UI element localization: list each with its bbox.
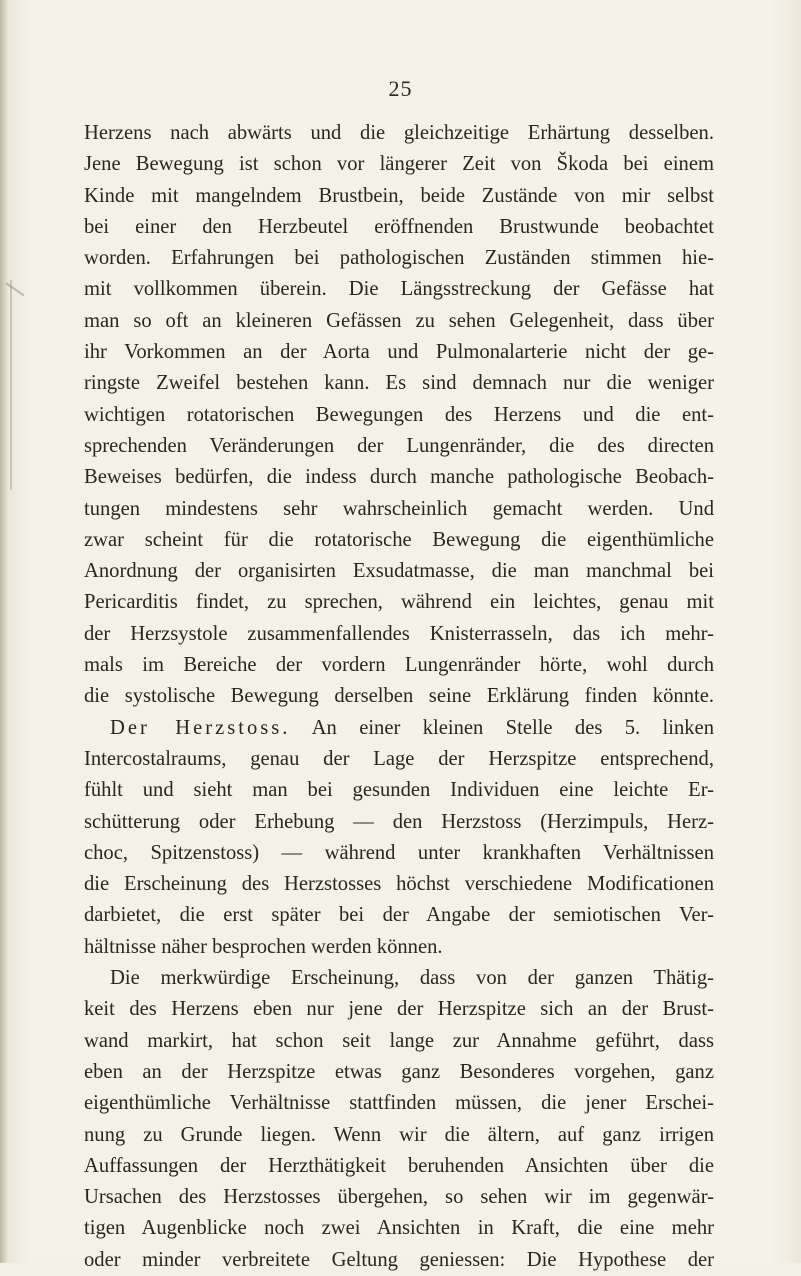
- line-text: fühlt und sieht man bei gesunden Individuen eine leichte Er-: [84, 779, 714, 802]
- line-text: wichtigen rotatorischen Bewegungen des Herzens und die ent-: [84, 403, 714, 426]
- section-heading: Der Herzstoss.: [110, 716, 291, 739]
- line-text: eben an der Herzspitze etwas ganz Besonderes vorgehen, ganz: [84, 1060, 714, 1083]
- text-line: [84, 1213, 714, 1244]
- text-line: [84, 900, 714, 931]
- line-text: oder minder verbreitete Geltung geniessen: Die Hypothese der: [84, 1248, 714, 1271]
- line-text: sprechenden Veränderungen der Lungenränder, die des directen: [84, 434, 714, 457]
- line-text: der Herzsystole zusammenfallendes Knisterrasseln, das ich mehr-: [84, 622, 714, 645]
- text-line: [84, 368, 714, 399]
- text-line: [84, 212, 714, 243]
- line-text: die systolische Bewegung derselben seine Erklärung finden könnte.: [84, 685, 714, 708]
- text-line: [84, 807, 714, 838]
- line-text: ringste Zweifel bestehen kann. Es sind demnach nur die weniger: [84, 372, 714, 395]
- text-line: [84, 587, 714, 618]
- line-text: darbietet, die erst später bei der Angabe der semiotischen Ver-: [84, 904, 714, 927]
- line-text: Intercostalraums, genau der Lage der Herzspitze entsprechend,: [84, 747, 714, 770]
- text-line: [84, 149, 714, 180]
- text-line: [84, 1245, 714, 1276]
- line-text: Herzens nach abwärts und die gleichzeitige Erhärtung desselben.: [84, 122, 714, 144]
- text-line: [84, 494, 714, 525]
- text-line: [84, 963, 714, 994]
- line-text: Ursachen des Herzstosses übergehen, so sehen wir im gegenwär-: [84, 1186, 714, 1209]
- line-text: nung zu Grunde liegen. Wenn wir die ältern, auf ganz irrigen: [84, 1123, 714, 1146]
- text-line: [84, 243, 714, 274]
- line-text: Auffassungen der Herzthätigkeit beruhenden Ansichten über die: [84, 1154, 714, 1177]
- line-text: choc, Spitzenstoss) — während unter krankhaften Verhältnissen: [84, 841, 714, 864]
- text-line: [84, 181, 714, 212]
- line-text: Kinde mit mangelndem Brustbein, beide Zustände von mir selbst: [84, 184, 714, 207]
- text-line: [84, 619, 714, 650]
- text-line: [84, 1182, 714, 1213]
- line-text: worden. Erfahrungen bei pathologischen Zuständen stimmen hie-: [84, 247, 714, 270]
- line-text: ihr Vorkommen an der Aorta und Pulmonalarterie nicht der ge-: [84, 341, 714, 364]
- text-line: [84, 400, 714, 431]
- text-line: [84, 1151, 714, 1182]
- text-line: [84, 994, 714, 1025]
- line-text: Pericarditis findet, zu sprechen, während ein leichtes, genau mit: [84, 591, 714, 614]
- text-line: [84, 650, 714, 681]
- text-line: [84, 932, 714, 963]
- text-line: [84, 431, 714, 462]
- text-line: [84, 274, 714, 305]
- margin-mark: [10, 280, 12, 490]
- line-text: keit des Herzens eben nur jene der Herzspitze sich an der Brust-: [84, 998, 714, 1021]
- text-line: [84, 1057, 714, 1088]
- page-number: 25: [388, 76, 413, 101]
- line-text: An einer kleinen Stelle des 5. linken: [290, 716, 714, 739]
- line-text: hältnisse näher besprochen werden können.: [84, 935, 443, 958]
- line-text: tungen mindestens sehr wahrscheinlich gemacht werden. Und: [84, 497, 714, 520]
- text-line: [84, 525, 714, 556]
- section-heading-line: [84, 713, 714, 744]
- line-text: zwar scheint für die rotatorische Bewegung die eigenthümliche: [84, 528, 714, 551]
- spine-shadow: [0, 0, 8, 1263]
- text-line: [84, 838, 714, 869]
- text-line: [84, 556, 714, 587]
- text-line: [84, 775, 714, 806]
- text-line: [84, 462, 714, 493]
- text-line: [84, 681, 714, 712]
- text-line: [84, 744, 714, 775]
- line-text: Die merkwürdige Erscheinung, dass von der ganzen Thätig-: [110, 967, 714, 990]
- line-text: tigen Augenblicke noch zwei Ansichten in Kraft, die eine mehr: [84, 1217, 714, 1240]
- text-line: [84, 337, 714, 368]
- line-text: man so oft an kleineren Gefässen zu sehen Gelegenheit, dass über: [84, 309, 714, 332]
- line-text: bei einer den Herzbeutel eröffnenden Brustwunde beobachtet: [84, 215, 714, 238]
- line-text: schütterung oder Erhebung — den Herzstoss (Herzimpuls, Herz-: [84, 810, 714, 833]
- text-line: [84, 306, 714, 337]
- text-line: [84, 1026, 714, 1057]
- line-text: Jene Bewegung ist schon vor längerer Zeit von Škoda bei einem: [84, 153, 714, 176]
- text-line: [84, 1120, 714, 1151]
- line-text: Anordnung der organisirten Exsudatmasse, die man manchmal bei: [84, 560, 714, 583]
- text-line: [84, 118, 714, 149]
- margin-tick: [5, 282, 24, 296]
- line-text: wand markirt, hat schon seit lange zur Annahme geführt, dass: [84, 1029, 714, 1052]
- line-text: mit vollkommen überein. Die Längsstreckung der Gefässe hat: [84, 278, 714, 301]
- line-text: Beweises bedürfen, die indess durch manche pathologische Beobach-: [84, 466, 714, 489]
- line-text: die Erscheinung des Herzstosses höchst verschiedene Modificationen: [84, 873, 714, 896]
- body-text: [84, 118, 714, 1276]
- line-text: mals im Bereiche der vordern Lungenränder hörte, wohl durch: [84, 654, 714, 677]
- text-line: [84, 1088, 714, 1119]
- line-text: eigenthümliche Verhältnisse stattfinden müssen, die jener Erschei-: [84, 1092, 714, 1115]
- text-line: [84, 869, 714, 900]
